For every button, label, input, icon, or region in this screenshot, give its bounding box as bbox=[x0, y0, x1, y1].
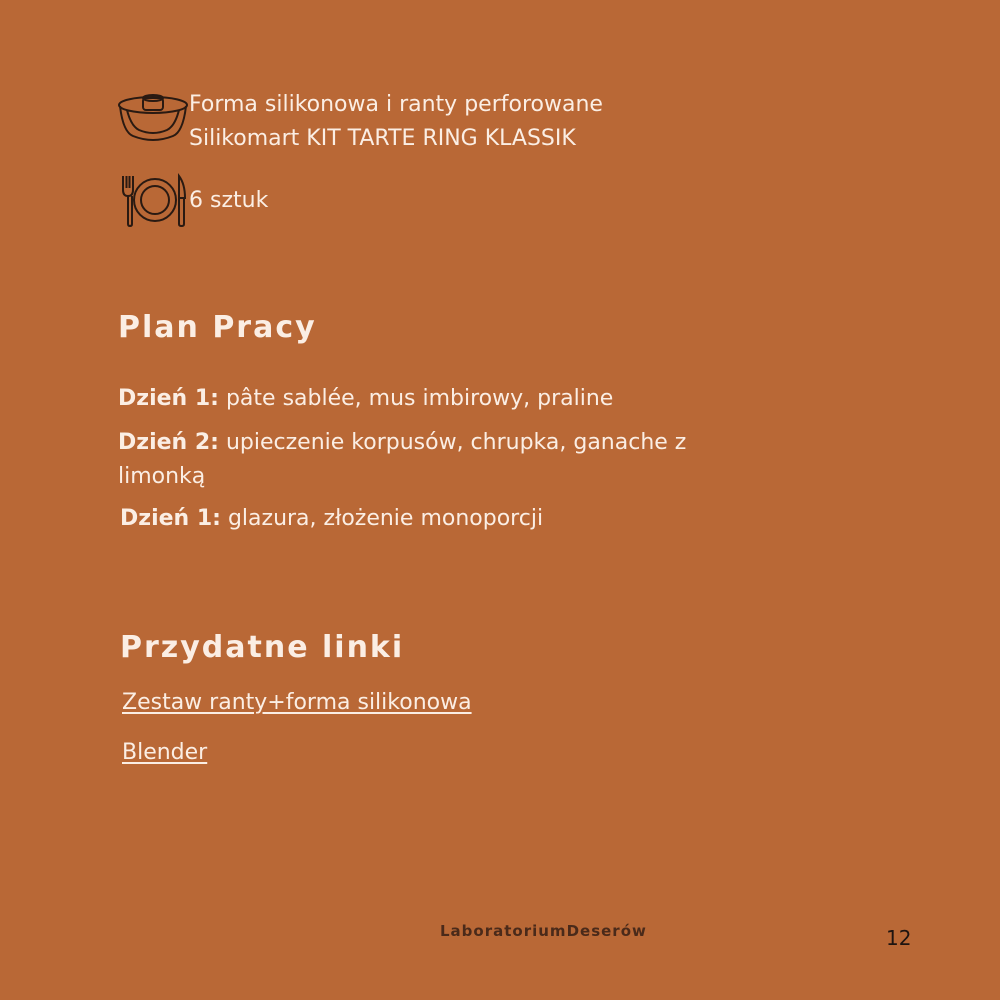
plan-day-2 bbox=[118, 426, 718, 494]
plan-heading: Plan Pracy bbox=[118, 310, 317, 345]
plan-day-text: upieczenie korpusów, chrupka, ganache z limonką bbox=[118, 430, 687, 489]
plan-day-text: pâte sablée, mus imbirowy, praline bbox=[218, 386, 614, 411]
bundt-mold-icon bbox=[117, 88, 189, 144]
plan-day-label: Dzień 1: bbox=[120, 506, 221, 531]
equipment-mold-text: Forma silikonowa i ranty perforowane Silikomart KIT TARTE RING KLASSIK bbox=[189, 92, 603, 151]
equipment-row-portions bbox=[117, 172, 268, 228]
plan-day-label: Dzień 2: bbox=[118, 430, 219, 455]
equipment-row-mold bbox=[117, 88, 603, 156]
plate-cutlery-icon bbox=[117, 172, 189, 228]
page-number: 12 bbox=[886, 926, 912, 950]
plan-day-3 bbox=[120, 502, 720, 536]
footer-brand: LaboratoriumDeserów bbox=[440, 922, 647, 940]
equipment-portions-text: 6 sztuk bbox=[189, 188, 269, 213]
links-heading: Przydatne linki bbox=[120, 630, 405, 665]
link-blender[interactable]: Blender bbox=[122, 740, 208, 765]
plan-day-1 bbox=[118, 382, 718, 416]
link-kit-ring-mold[interactable]: Zestaw ranty+forma silikonowa bbox=[122, 690, 472, 715]
plan-day-label: Dzień 1: bbox=[118, 386, 219, 411]
plan-day-text: glazura, złożenie monoporcji bbox=[220, 506, 544, 531]
